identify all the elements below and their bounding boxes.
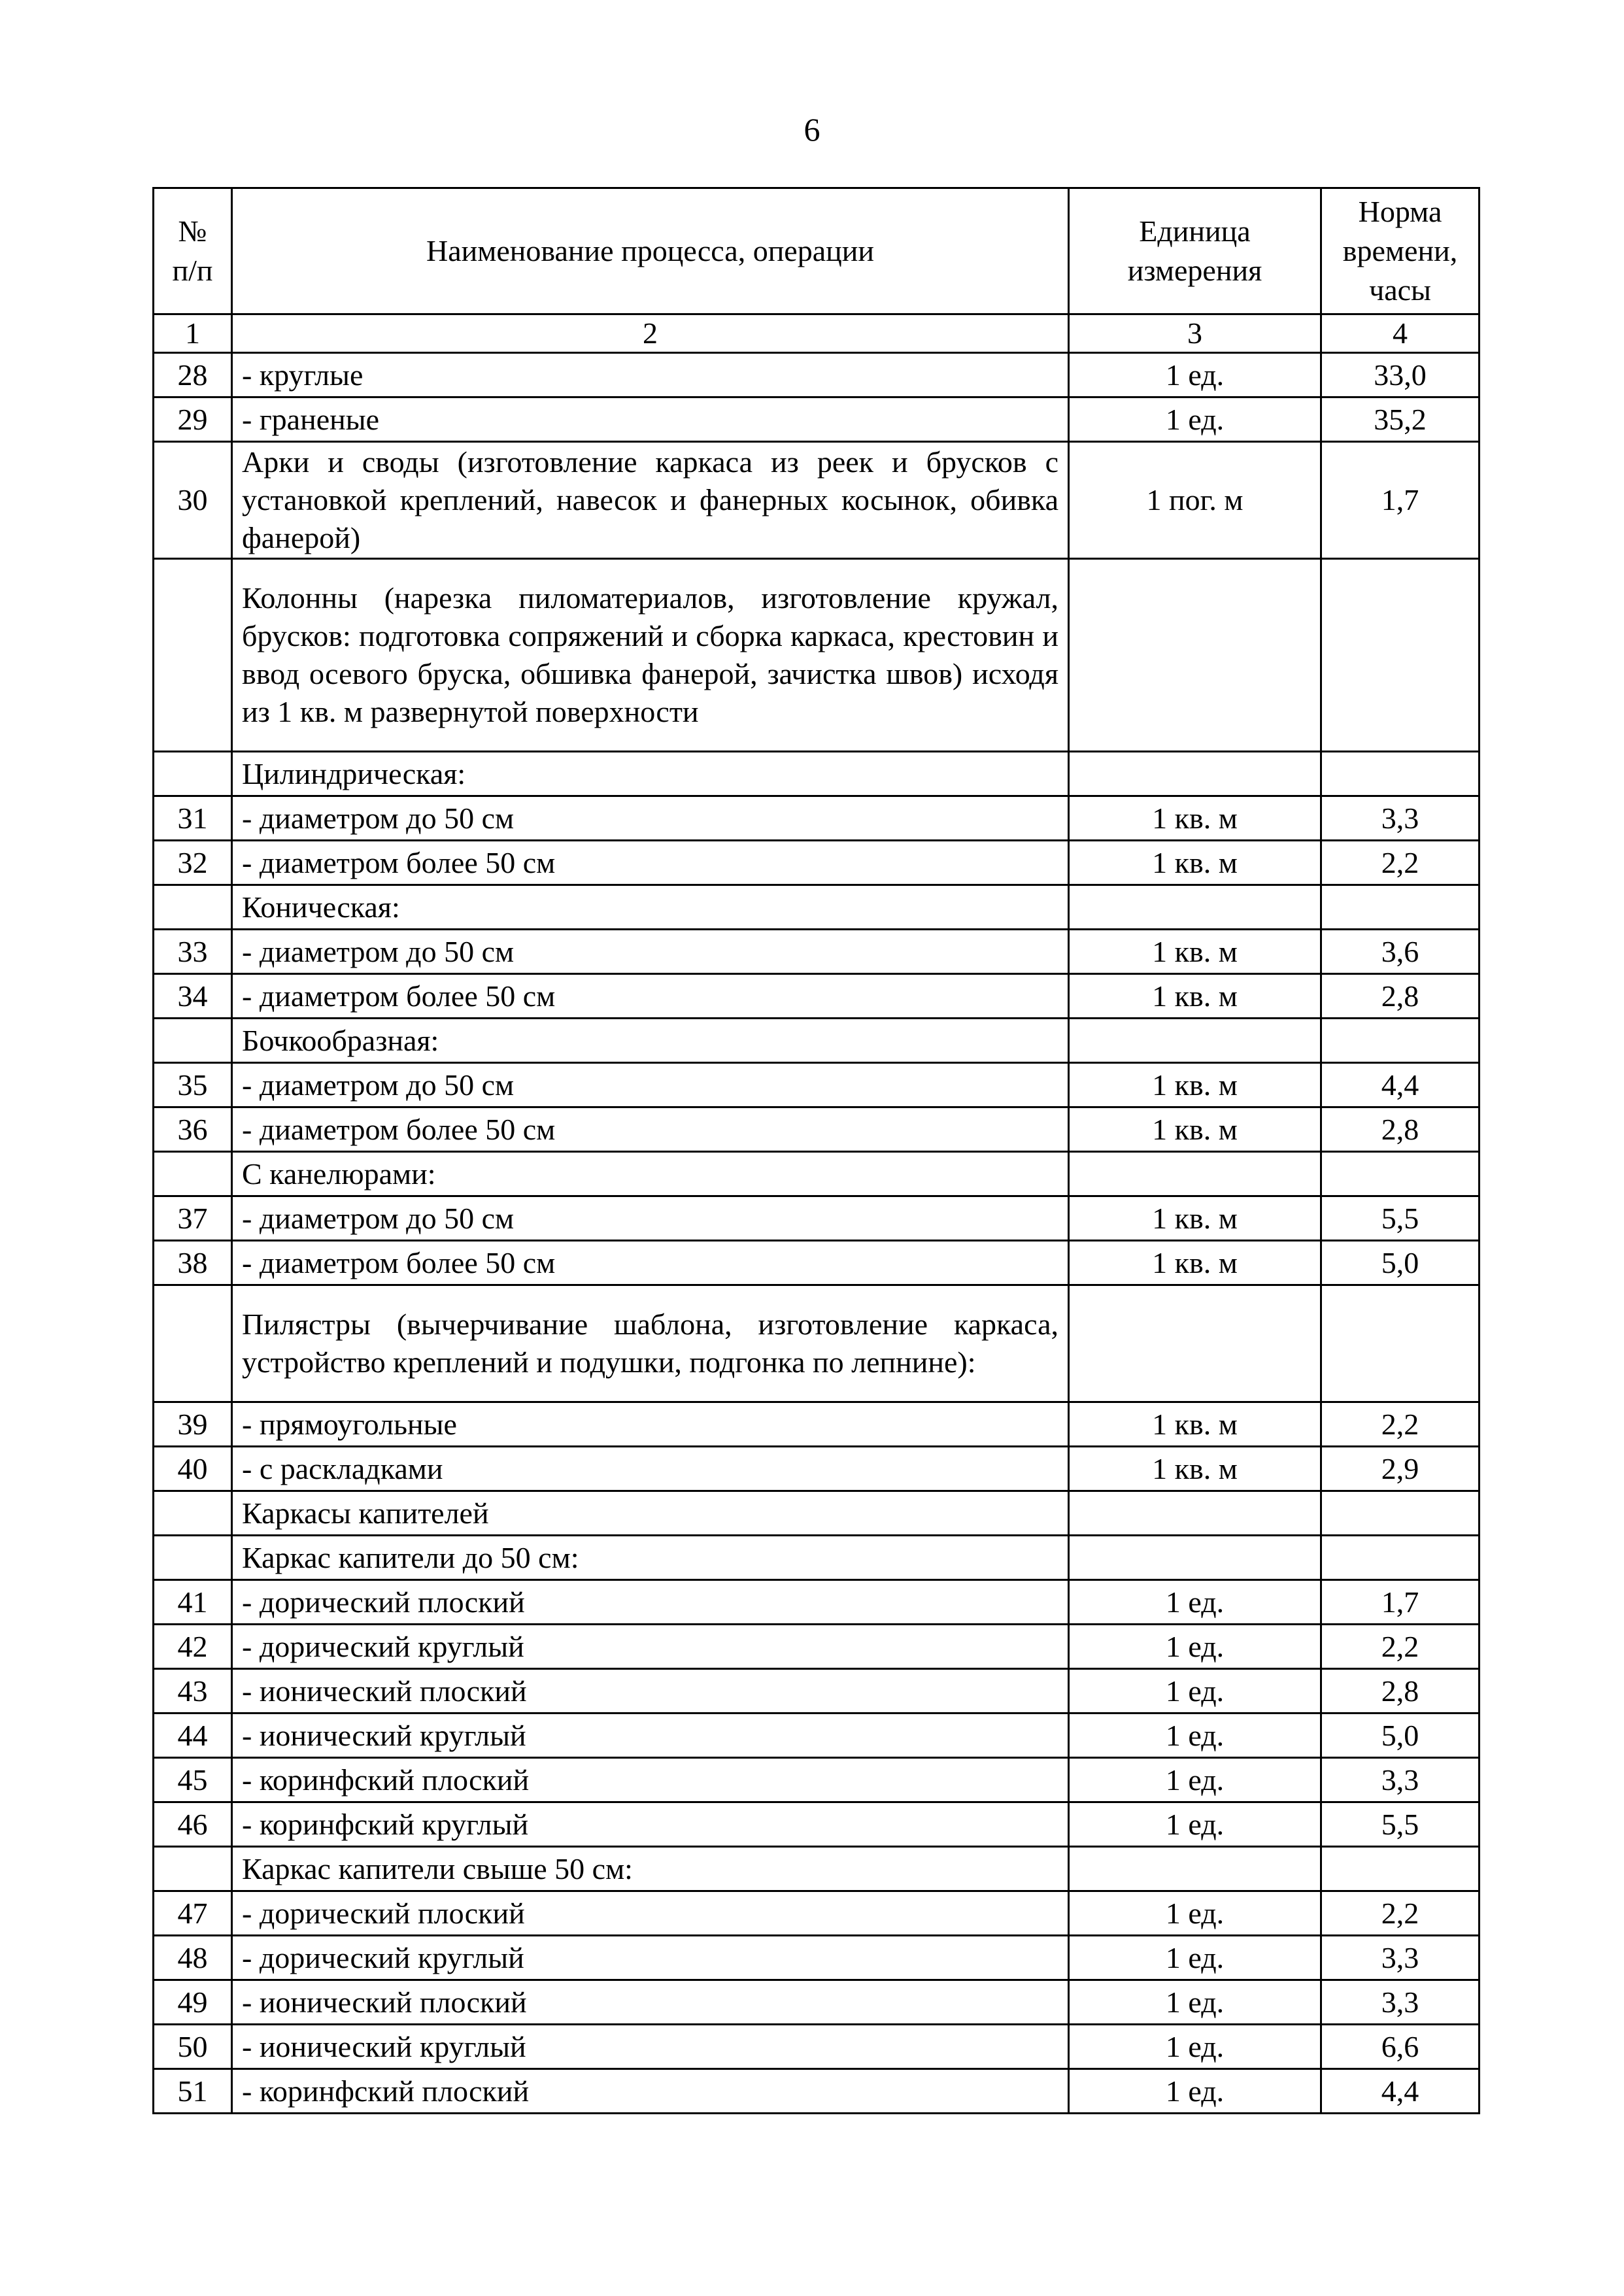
row-norm xyxy=(1321,1536,1480,1580)
row-number: 33 xyxy=(154,930,232,974)
row-unit xyxy=(1069,885,1321,930)
row-name: - дорический плоский xyxy=(232,1891,1069,1936)
row-name: Пилястры (вычерчивание шаблона, изготовление каркаса, устройство креплений и подушки, подгонка по лепнине): xyxy=(232,1285,1069,1402)
row-name: Каркас капители свыше 50 см: xyxy=(232,1847,1069,1891)
table-row xyxy=(154,1758,1480,1802)
table-row xyxy=(154,2069,1480,2114)
row-unit: 1 ед. xyxy=(1069,1936,1321,1980)
column-number: 2 xyxy=(232,314,1069,353)
row-unit: 1 ед. xyxy=(1069,2069,1321,2114)
row-norm: 3,3 xyxy=(1321,796,1480,841)
table-row xyxy=(154,1580,1480,1625)
table-row xyxy=(154,1491,1480,1536)
row-number xyxy=(154,1019,232,1063)
row-number: 37 xyxy=(154,1196,232,1241)
row-name: Цилиндрическая: xyxy=(232,752,1069,796)
row-unit: 1 кв. м xyxy=(1069,841,1321,885)
row-norm: 4,4 xyxy=(1321,2069,1480,2114)
row-name: - коринфский плоский xyxy=(232,1758,1069,1802)
row-name: - диаметром более 50 см xyxy=(232,974,1069,1019)
row-norm: 1,7 xyxy=(1321,442,1480,559)
row-norm xyxy=(1321,559,1480,752)
row-number: 50 xyxy=(154,2025,232,2069)
row-unit: 1 ед. xyxy=(1069,1980,1321,2025)
row-number: 43 xyxy=(154,1669,232,1714)
table-row xyxy=(154,1669,1480,1714)
column-number: 1 xyxy=(154,314,232,353)
row-number: 51 xyxy=(154,2069,232,2114)
row-unit: 1 ед. xyxy=(1069,397,1321,442)
row-unit: 1 кв. м xyxy=(1069,796,1321,841)
page-number: 6 xyxy=(804,111,820,148)
row-name: - диаметром до 50 см xyxy=(232,1196,1069,1241)
row-number xyxy=(154,1285,232,1402)
header-num: № п/п xyxy=(154,188,232,314)
row-number xyxy=(154,1847,232,1891)
row-name: Колонны (нарезка пиломатериалов, изготовление кружал, брусков: подготовка сопряжений и сборка каркаса, крестовин и ввод осевого бруска, обшивка фанерой, зачистка швов) исходя из 1 кв. м развернутой поверхности xyxy=(232,559,1069,752)
row-unit: 1 ед. xyxy=(1069,1891,1321,1936)
header-name: Наименование процесса, операции xyxy=(232,188,1069,314)
row-number xyxy=(154,559,232,752)
row-norm: 33,0 xyxy=(1321,353,1480,397)
row-unit: 1 ед. xyxy=(1069,1714,1321,1758)
table-row xyxy=(154,353,1480,397)
row-unit: 1 кв. м xyxy=(1069,930,1321,974)
row-norm: 5,5 xyxy=(1321,1802,1480,1847)
table-row xyxy=(154,1107,1480,1152)
table-row xyxy=(154,1241,1480,1285)
row-name: - диаметром более 50 см xyxy=(232,1107,1069,1152)
row-number xyxy=(154,1536,232,1580)
table-row xyxy=(154,1847,1480,1891)
row-name: - дорический круглый xyxy=(232,1625,1069,1669)
row-number: 30 xyxy=(154,442,232,559)
table-row xyxy=(154,442,1480,559)
row-unit xyxy=(1069,559,1321,752)
row-name: - дорический плоский xyxy=(232,1580,1069,1625)
row-unit: 1 кв. м xyxy=(1069,974,1321,1019)
table-row xyxy=(154,397,1480,442)
row-norm: 5,0 xyxy=(1321,1241,1480,1285)
row-name: - коринфский круглый xyxy=(232,1802,1069,1847)
header-unit: Единица измерения xyxy=(1069,188,1321,314)
row-name: Коническая: xyxy=(232,885,1069,930)
table-row xyxy=(154,1536,1480,1580)
row-norm: 3,3 xyxy=(1321,1758,1480,1802)
row-norm: 1,7 xyxy=(1321,1580,1480,1625)
row-number xyxy=(154,1152,232,1196)
row-name: - с раскладками xyxy=(232,1447,1069,1491)
column-number: 4 xyxy=(1321,314,1480,353)
row-unit: 1 кв. м xyxy=(1069,1063,1321,1107)
row-name: - диаметром до 50 см xyxy=(232,1063,1069,1107)
row-number: 40 xyxy=(154,1447,232,1491)
row-unit: 1 пог. м xyxy=(1069,442,1321,559)
row-unit: 1 ед. xyxy=(1069,1669,1321,1714)
row-name: Бочкообразная: xyxy=(232,1019,1069,1063)
table-header-row xyxy=(154,188,1480,314)
row-norm: 2,2 xyxy=(1321,1402,1480,1447)
header-norm: Норма времени, часы xyxy=(1321,188,1480,314)
row-unit: 1 ед. xyxy=(1069,2025,1321,2069)
row-norm: 4,4 xyxy=(1321,1063,1480,1107)
row-name: - прямоугольные xyxy=(232,1402,1069,1447)
row-name: - коринфский плоский xyxy=(232,2069,1069,2114)
row-number: 47 xyxy=(154,1891,232,1936)
row-number: 29 xyxy=(154,397,232,442)
row-norm: 2,8 xyxy=(1321,1107,1480,1152)
row-unit xyxy=(1069,752,1321,796)
row-name: - диаметром до 50 см xyxy=(232,796,1069,841)
norms-table xyxy=(152,187,1480,2114)
row-name: Арки и своды (изготовление каркаса из реек и брусков с установкой креплений, навесок и фанерных косынок, обивка фанерой) xyxy=(232,442,1069,559)
row-unit: 1 кв. м xyxy=(1069,1107,1321,1152)
row-norm xyxy=(1321,752,1480,796)
row-number xyxy=(154,752,232,796)
row-norm xyxy=(1321,1491,1480,1536)
row-unit: 1 ед. xyxy=(1069,353,1321,397)
table-row xyxy=(154,559,1480,752)
row-name: - диаметром более 50 см xyxy=(232,1241,1069,1285)
table-row xyxy=(154,1152,1480,1196)
row-name: - ионический плоский xyxy=(232,1669,1069,1714)
row-norm: 6,6 xyxy=(1321,2025,1480,2069)
table-row xyxy=(154,1802,1480,1847)
row-unit xyxy=(1069,1019,1321,1063)
row-name: - круглые xyxy=(232,353,1069,397)
row-number: 44 xyxy=(154,1714,232,1758)
row-norm xyxy=(1321,1285,1480,1402)
table-row xyxy=(154,2025,1480,2069)
row-unit: 1 кв. м xyxy=(1069,1402,1321,1447)
row-number xyxy=(154,885,232,930)
row-norm: 35,2 xyxy=(1321,397,1480,442)
row-number: 28 xyxy=(154,353,232,397)
row-name: - диаметром более 50 см xyxy=(232,841,1069,885)
row-norm: 2,2 xyxy=(1321,841,1480,885)
column-number-row xyxy=(154,314,1480,353)
table-row xyxy=(154,1891,1480,1936)
row-unit: 1 кв. м xyxy=(1069,1447,1321,1491)
table-row xyxy=(154,1019,1480,1063)
table-row xyxy=(154,1196,1480,1241)
row-unit xyxy=(1069,1536,1321,1580)
table-row xyxy=(154,752,1480,796)
table-row xyxy=(154,1402,1480,1447)
row-number: 41 xyxy=(154,1580,232,1625)
row-number: 49 xyxy=(154,1980,232,2025)
table-row xyxy=(154,1625,1480,1669)
row-number: 31 xyxy=(154,796,232,841)
row-name: Каркасы капителей xyxy=(232,1491,1069,1536)
table-row xyxy=(154,1980,1480,2025)
row-norm: 2,9 xyxy=(1321,1447,1480,1491)
row-name: - ионический круглый xyxy=(232,2025,1069,2069)
column-number: 3 xyxy=(1069,314,1321,353)
row-norm: 2,2 xyxy=(1321,1891,1480,1936)
row-unit: 1 кв. м xyxy=(1069,1196,1321,1241)
row-number: 36 xyxy=(154,1107,232,1152)
row-unit: 1 ед. xyxy=(1069,1580,1321,1625)
row-number xyxy=(154,1491,232,1536)
row-unit: 1 ед. xyxy=(1069,1802,1321,1847)
row-norm: 5,0 xyxy=(1321,1714,1480,1758)
row-name: - ионический плоский xyxy=(232,1980,1069,2025)
row-number: 38 xyxy=(154,1241,232,1285)
row-number: 46 xyxy=(154,1802,232,1847)
row-norm: 2,2 xyxy=(1321,1625,1480,1669)
row-name: С канелюрами: xyxy=(232,1152,1069,1196)
row-name: - дорический круглый xyxy=(232,1936,1069,1980)
table-row xyxy=(154,1285,1480,1402)
row-name: - граненые xyxy=(232,397,1069,442)
table-row xyxy=(154,1447,1480,1491)
row-name: - диаметром до 50 см xyxy=(232,930,1069,974)
row-unit xyxy=(1069,1491,1321,1536)
row-unit xyxy=(1069,1847,1321,1891)
table-row xyxy=(154,841,1480,885)
row-norm: 3,6 xyxy=(1321,930,1480,974)
row-unit: 1 кв. м xyxy=(1069,1241,1321,1285)
row-norm xyxy=(1321,1847,1480,1891)
row-norm xyxy=(1321,885,1480,930)
row-number: 32 xyxy=(154,841,232,885)
row-number: 45 xyxy=(154,1758,232,1802)
table-row xyxy=(154,1063,1480,1107)
row-norm xyxy=(1321,1019,1480,1063)
table-row xyxy=(154,1714,1480,1758)
row-norm: 2,8 xyxy=(1321,1669,1480,1714)
row-unit: 1 ед. xyxy=(1069,1625,1321,1669)
row-norm: 2,8 xyxy=(1321,974,1480,1019)
row-unit: 1 ед. xyxy=(1069,1758,1321,1802)
row-number: 34 xyxy=(154,974,232,1019)
row-number: 39 xyxy=(154,1402,232,1447)
row-name: Каркас капители до 50 см: xyxy=(232,1536,1069,1580)
row-unit xyxy=(1069,1152,1321,1196)
row-norm: 5,5 xyxy=(1321,1196,1480,1241)
table-row xyxy=(154,930,1480,974)
row-norm xyxy=(1321,1152,1480,1196)
table-row xyxy=(154,974,1480,1019)
row-norm: 3,3 xyxy=(1321,1980,1480,2025)
table-row xyxy=(154,1936,1480,1980)
row-number: 48 xyxy=(154,1936,232,1980)
row-number: 35 xyxy=(154,1063,232,1107)
row-norm: 3,3 xyxy=(1321,1936,1480,1980)
row-unit xyxy=(1069,1285,1321,1402)
row-name: - ионический круглый xyxy=(232,1714,1069,1758)
table-row xyxy=(154,796,1480,841)
row-number: 42 xyxy=(154,1625,232,1669)
table-row xyxy=(154,885,1480,930)
